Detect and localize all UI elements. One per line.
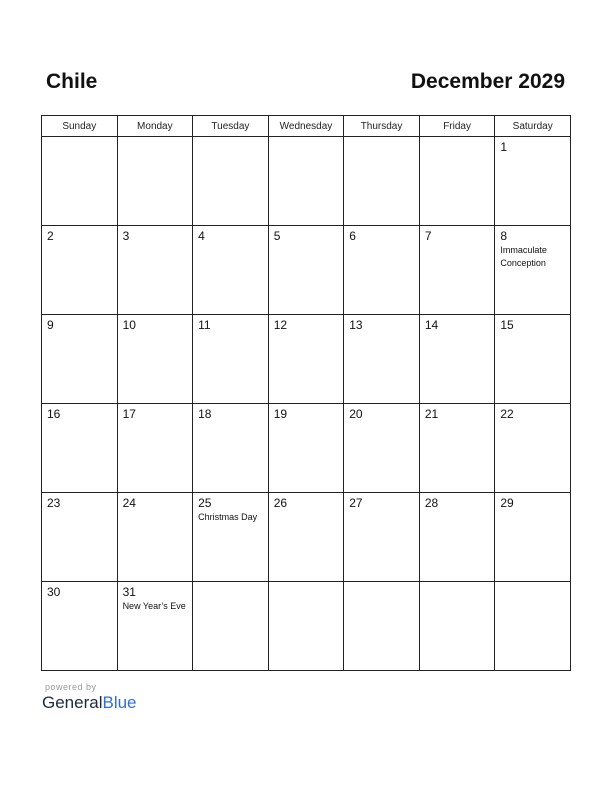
day-cell	[42, 582, 118, 671]
day-number: 29	[500, 496, 514, 510]
day-number: 3	[122, 229, 130, 243]
day-cell	[42, 493, 118, 582]
day-cell	[495, 582, 571, 671]
day-cell	[344, 404, 420, 493]
day-cell	[419, 315, 495, 404]
day-number: 17	[122, 407, 136, 421]
day-cell	[42, 226, 118, 315]
day-cell	[117, 493, 193, 582]
day-number: 9	[47, 318, 54, 332]
day-number: 20	[349, 407, 363, 421]
weekday-monday: Monday	[117, 116, 193, 137]
day-cell	[419, 137, 495, 226]
day-cell	[344, 137, 420, 226]
weekday-tuesday: Tuesday	[193, 116, 269, 137]
week-row	[42, 493, 571, 582]
day-number: 23	[47, 496, 61, 510]
holiday-label: Christmas Day	[198, 512, 258, 522]
day-cell	[117, 226, 193, 315]
day-cell	[193, 137, 269, 226]
day-cell	[495, 315, 571, 404]
day-number: 11	[198, 318, 211, 332]
week-row	[42, 226, 571, 315]
weekday-saturday: Saturday	[495, 116, 571, 137]
day-cell	[193, 493, 269, 582]
day-number: 6	[349, 229, 356, 243]
holiday-label: Immaculate Conception	[500, 245, 547, 268]
day-number: 18	[198, 407, 212, 421]
day-number: 12	[273, 318, 288, 332]
generalblue-logo[interactable]	[42, 693, 137, 713]
day-number: 22	[500, 407, 514, 421]
day-cell	[344, 315, 420, 404]
day-cell	[268, 493, 344, 582]
day-number: 31	[122, 585, 136, 599]
day-cell	[268, 582, 344, 671]
day-cell	[193, 315, 269, 404]
day-number: 15	[500, 318, 514, 332]
day-cell	[117, 137, 193, 226]
day-number: 21	[424, 407, 439, 421]
weekday-sunday: Sunday	[42, 116, 118, 137]
day-cell	[193, 582, 269, 671]
day-cell	[419, 226, 495, 315]
day-cell	[495, 226, 571, 315]
day-cell	[268, 404, 344, 493]
day-cell	[117, 582, 193, 671]
week-row	[42, 315, 571, 404]
day-cell	[344, 493, 420, 582]
day-number: 10	[122, 318, 136, 332]
week-row	[42, 137, 571, 226]
day-number: 25	[198, 496, 212, 510]
day-number: 30	[47, 585, 61, 599]
day-number: 14	[424, 318, 439, 332]
day-cell	[419, 493, 495, 582]
day-number: 1	[500, 140, 508, 154]
day-cell	[42, 404, 118, 493]
day-cell	[117, 315, 193, 404]
day-number: 5	[273, 229, 281, 243]
day-cell	[268, 226, 344, 315]
holiday-label: New Year’s Eve	[122, 601, 186, 611]
day-number: 13	[349, 318, 363, 332]
day-cell	[193, 404, 269, 493]
month-year-title: December 2029	[410, 70, 565, 93]
calendar-grid	[41, 115, 571, 671]
weekday-header-row	[42, 116, 571, 137]
day-cell	[495, 137, 571, 226]
day-cell	[193, 226, 269, 315]
brand-blue-text: Blue	[102, 693, 137, 712]
day-cell	[117, 404, 193, 493]
day-cell	[268, 137, 344, 226]
day-cell	[495, 493, 571, 582]
day-number: 27	[349, 496, 363, 510]
day-number: 19	[273, 407, 288, 421]
day-cell	[344, 582, 420, 671]
day-number: 24	[122, 496, 136, 510]
day-cell	[344, 226, 420, 315]
weekday-wednesday: Wednesday	[268, 116, 344, 137]
day-cell	[42, 137, 118, 226]
day-number: 2	[47, 229, 54, 243]
day-number: 16	[47, 407, 61, 421]
day-number: 4	[198, 229, 205, 243]
day-cell	[495, 404, 571, 493]
weekday-thursday: Thursday	[344, 116, 420, 137]
country-title: Chile	[46, 70, 98, 93]
day-cell	[42, 315, 118, 404]
day-number: 28	[424, 496, 439, 510]
weekday-friday: Friday	[419, 116, 495, 137]
week-row	[42, 582, 571, 671]
brand-general-text: General	[42, 693, 103, 712]
day-cell	[419, 582, 495, 671]
day-cell	[419, 404, 495, 493]
week-row	[42, 404, 571, 493]
day-number: 26	[273, 496, 288, 510]
day-number: 7	[424, 229, 432, 243]
powered-by-text: powered by	[45, 682, 97, 692]
day-cell	[268, 315, 344, 404]
day-number: 8	[500, 229, 508, 243]
